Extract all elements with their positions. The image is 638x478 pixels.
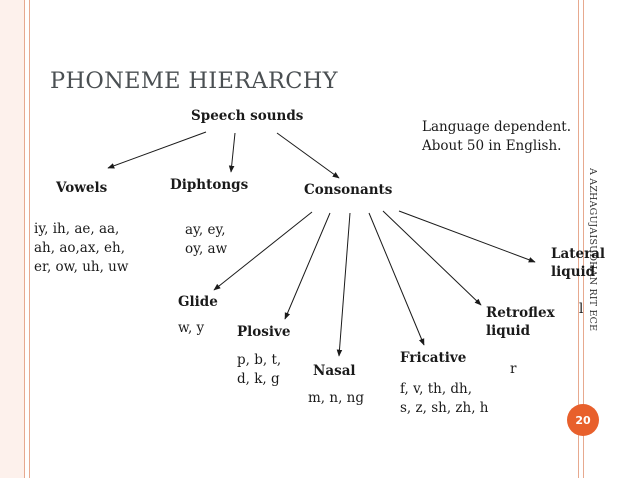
- page-number-badge: 20: [567, 404, 599, 436]
- node-plosive: Plosive: [237, 324, 291, 340]
- glide-examples: w, y: [178, 320, 205, 336]
- vowels-examples-line-3: er, ow, uh, uw: [34, 259, 129, 275]
- arrow-to-nasal: [339, 213, 350, 356]
- node-vowels: Vowels: [56, 180, 108, 196]
- note-line-1: Language dependent.: [422, 119, 572, 135]
- node-consonants: Consonants: [304, 182, 393, 198]
- arrow-to-glide: [214, 212, 312, 290]
- vowels-examples-line-1: iy, ih, ae, aa,: [34, 221, 120, 237]
- nasal-examples: m, n, ng: [308, 390, 364, 406]
- node-retroflex-line-2: liquid: [486, 323, 531, 339]
- arrow-to-plosive: [285, 213, 330, 319]
- lateral-examples: l: [579, 301, 584, 317]
- fricative-examples-line-2: s, z, sh, zh, h: [400, 400, 489, 416]
- arrow-to-consonants: [277, 133, 339, 178]
- node-retroflex-line-1: Retroflex: [486, 305, 555, 321]
- diphtongs-examples-line-1: ay, ey,: [185, 222, 226, 238]
- arrow-to-fricative: [369, 213, 424, 345]
- node-lateral-line-2: liquid: [551, 264, 596, 280]
- arrow-to-diphtongs: [231, 133, 235, 172]
- note-line-2: About 50 in English.: [422, 138, 562, 154]
- node-fricative: Fricative: [400, 350, 467, 366]
- vowels-examples-line-2: ah, ao,ax, eh,: [34, 240, 126, 256]
- node-diphtongs: Diphtongs: [170, 177, 249, 193]
- node-nasal: Nasal: [313, 363, 356, 379]
- arrow-to-vowels: [108, 132, 206, 168]
- plosive-examples-line-1: p, b, t,: [237, 352, 282, 368]
- retroflex-examples: r: [510, 361, 517, 377]
- fricative-examples-line-1: f, v, th, dh,: [400, 381, 473, 397]
- arrow-to-retroflex: [383, 211, 481, 305]
- node-speech-sounds: Speech sounds: [191, 108, 304, 124]
- node-glide: Glide: [178, 294, 218, 310]
- diphtongs-examples-line-2: oy, aw: [185, 241, 228, 257]
- node-lateral-line-1: Lateral: [551, 246, 606, 262]
- arrow-to-lateral: [399, 211, 535, 262]
- page-title: PHONEME HIERARCHY: [50, 68, 338, 94]
- author-sidebar-text: A AZHAGUJAISUDHAN RIT ECE: [587, 168, 598, 332]
- plosive-examples-line-2: d, k, g: [237, 371, 280, 387]
